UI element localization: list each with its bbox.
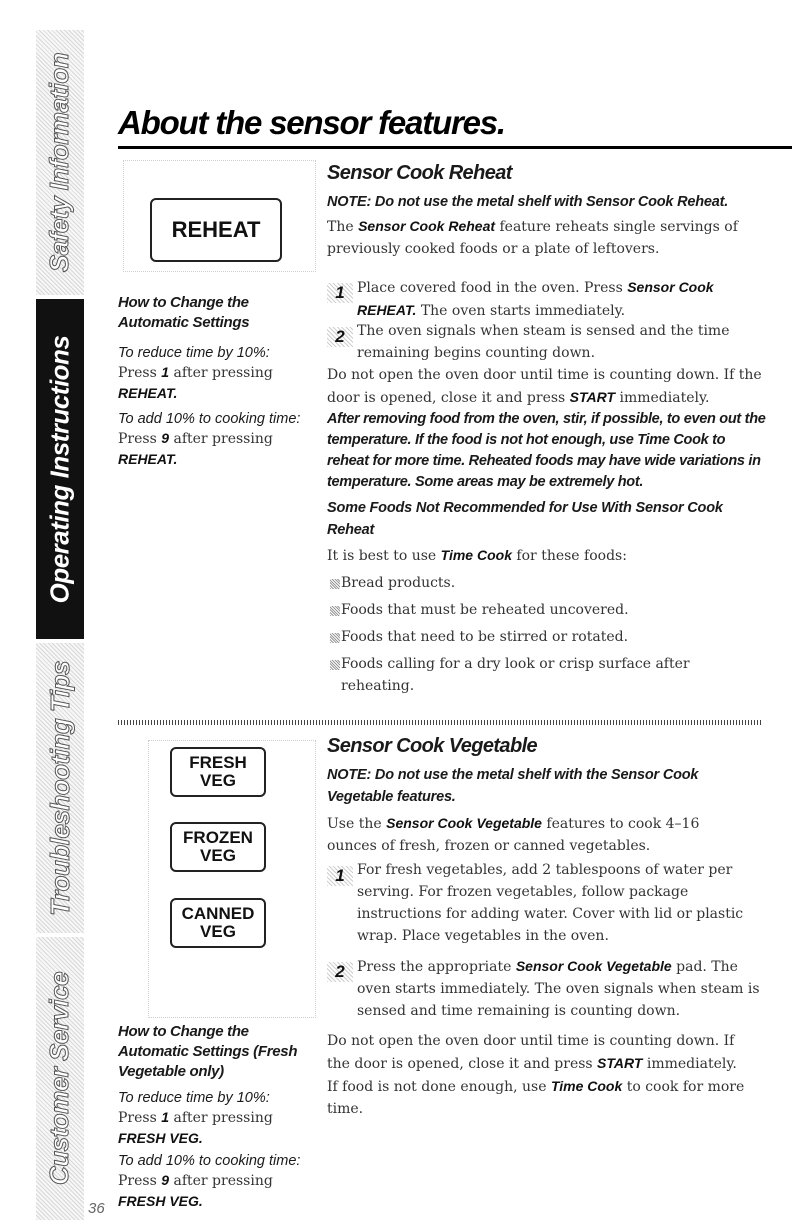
vegetable-how-heading: How to Change the Automatic Settings (Fresh Vegetable only) <box>118 1023 298 1080</box>
reheat-reduce-text: Press 1 after pressing REHEAT. <box>118 364 273 401</box>
reheat-add-label: To add 10% to cooking time: <box>118 411 301 427</box>
canned-veg-key: CANNED VEG <box>170 898 266 948</box>
vegetable-reduce-label: To reduce time by 10%: <box>118 1090 270 1106</box>
tab-troubleshooting-tips[interactable]: Troubleshooting Tips <box>36 643 84 933</box>
reheat-heading: Sensor Cook Reheat <box>327 162 512 184</box>
section-divider <box>118 720 762 725</box>
reheat-not-recommended-heading: Some Foods Not Recommended for Use With Sensor Cook Reheat <box>327 500 723 538</box>
vegetable-step1-text: For fresh vegetables, add 2 tablespoons of water per serving. For frozen vegetables, follow package instructions for adding water. Cover with lid or plastic wrap. Place vegetables in the oven. <box>357 862 744 944</box>
tab-customer-service[interactable]: Customer Service <box>36 937 84 1220</box>
side-tab-strip <box>36 30 84 1220</box>
reheat-step1-text: Place covered food in the oven. Press Sensor Cook REHEAT. The oven starts immediately. <box>357 279 714 319</box>
reheat-best-text: It is best to use Time Cook for these foods: <box>327 547 627 564</box>
reheat-reduce-label: To reduce time by 10%: <box>118 345 270 361</box>
reheat-how-heading: How to Change the Automatic Settings <box>118 294 250 331</box>
reheat-step2-badge: 2 <box>327 327 353 347</box>
page-number: 36 <box>88 1200 105 1217</box>
vegetable-intro: Use the Sensor Cook Vegetable features to cook 4–16 ounces of fresh, frozen or canned vegetables. <box>327 815 700 854</box>
title-rule <box>118 146 792 149</box>
vegetable-step2-text: Press the appropriate Sensor Cook Vegetable pad. The oven starts immediately. The oven signals when steam is sensed and time remaining is counting down. <box>357 958 760 1019</box>
vegetable-note: NOTE: Do not use the metal shelf with the Sensor Cook Vegetable features. <box>327 767 699 805</box>
tab-safety-information[interactable]: Safety Information <box>36 30 84 295</box>
tab-operating-instructions[interactable]: Operating Instructions <box>36 299 84 639</box>
list-item: Bread products. <box>341 575 456 591</box>
fresh-veg-key: FRESH VEG <box>170 747 266 797</box>
reheat-warning: After removing food from the oven, stir, if possible, to even out the temperature. If the food is not hot enough, use Time Cook to reheat for more time. Reheated foods may have wide variations in temperature. Some areas may be extremely hot. <box>327 411 766 490</box>
vegetable-step2-badge: 2 <box>327 962 353 982</box>
reheat-intro: The Sensor Cook Reheat feature reheats single servings of previously cooked foods or a plate of leftovers. <box>327 218 738 257</box>
reheat-door-text: Do not open the oven door until time is counting down. If the door is opened, close it and press START immediately. <box>327 367 762 406</box>
list-item: Foods calling for a dry look or crisp surface after reheating. <box>341 656 690 694</box>
vegetable-add-text: Press 9 after pressing FRESH VEG. <box>118 1172 273 1209</box>
vegetable-door-text: Do not open the oven door until time is counting down. If the door is opened, close it and press START immediately. If food is not done enough, use Time Cook to cook for more time. <box>327 1033 745 1117</box>
list-item: Foods that need to be stirred or rotated. <box>341 629 629 645</box>
reheat-add-text: Press 9 after pressing REHEAT. <box>118 430 273 467</box>
list-item: Foods that must be reheated uncovered. <box>341 602 629 618</box>
reheat-step2-text: The oven signals when steam is sensed and the time remaining begins counting down. <box>357 323 730 361</box>
vegetable-add-label: To add 10% to cooking time: <box>118 1153 301 1169</box>
page-title: About the sensor features. <box>118 104 505 141</box>
frozen-veg-key: FROZEN VEG <box>170 822 266 872</box>
vegetable-reduce-text: Press 1 after pressing FRESH VEG. <box>118 1109 273 1146</box>
vegetable-heading: Sensor Cook Vegetable <box>327 735 538 757</box>
reheat-note: NOTE: Do not use the metal shelf with Sensor Cook Reheat. <box>327 194 729 210</box>
vegetable-step1-badge: 1 <box>327 866 353 886</box>
reheat-key: REHEAT <box>150 198 282 262</box>
reheat-step1-badge: 1 <box>327 283 353 303</box>
